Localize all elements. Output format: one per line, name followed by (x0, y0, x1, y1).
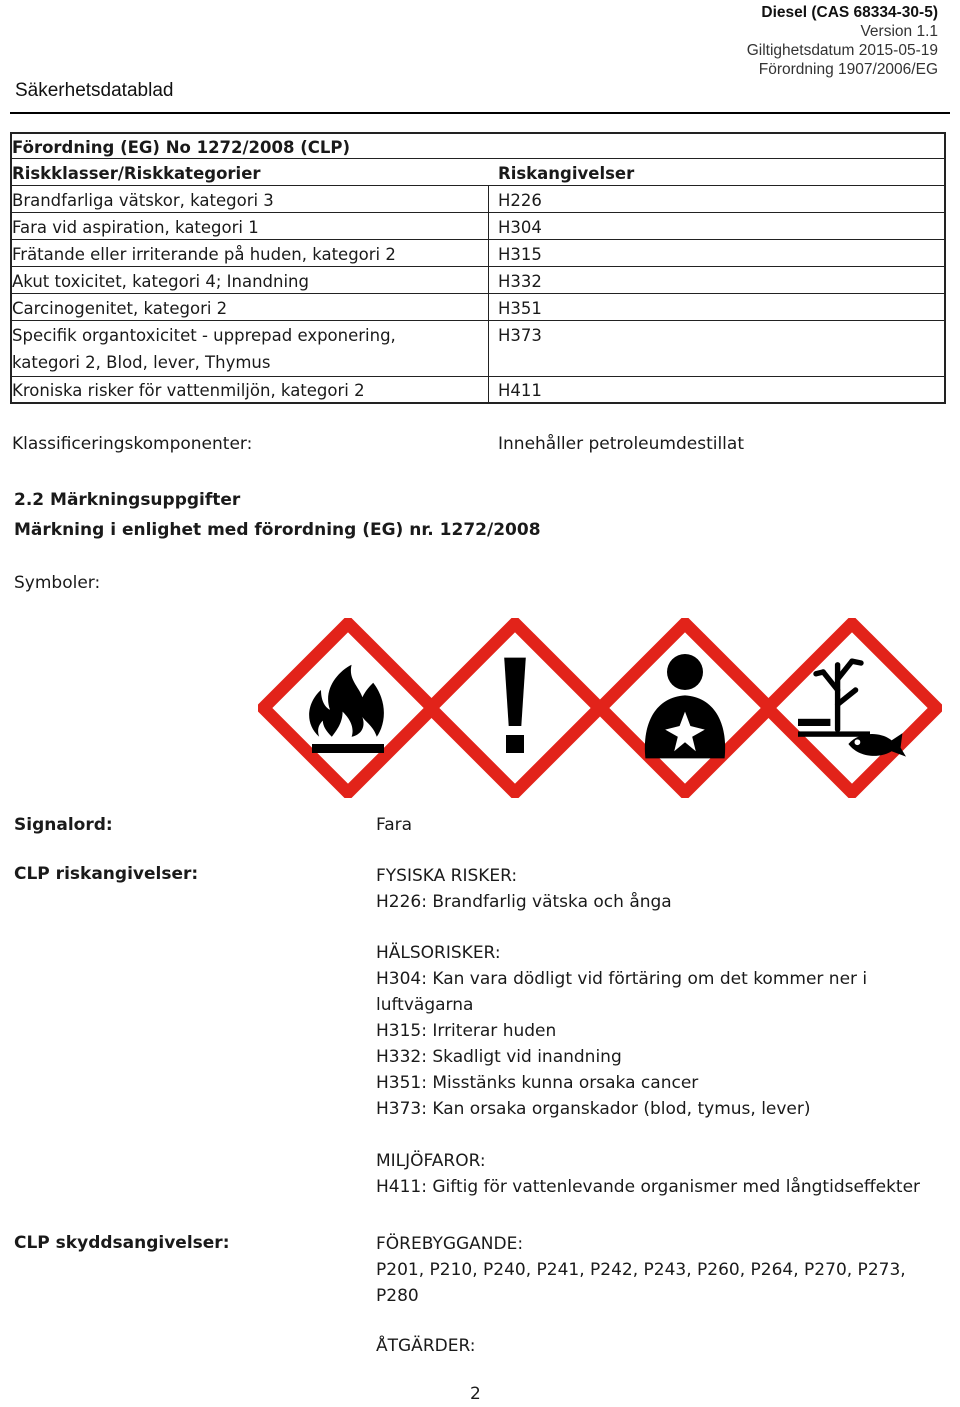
components-label: Klassificeringskomponenter: (12, 434, 253, 454)
hazard-statement-line: H373: Kan orsaka organskador (blod, tymus, lever) (376, 1099, 811, 1119)
document-header-meta (747, 3, 938, 79)
physical-hazards-heading: FYSISKA RISKER: (376, 866, 518, 886)
table-divider (12, 293, 944, 294)
prevention-heading: FÖREBYGGANDE: (376, 1234, 524, 1254)
signal-word-value: Fara (376, 815, 413, 835)
environment-hazards-block (376, 1148, 920, 1200)
table-row-class: Kroniska risker för vattenmiljön, kategori 2 (12, 381, 365, 400)
classification-table (10, 132, 946, 404)
symbols-label: Symboler: (14, 573, 101, 593)
section-subheading: Märkning i enlighet med förordning (EG) nr. 1272/2008 (14, 520, 541, 540)
precaution-line: P201, P210, P240, P241, P242, P243, P260, P264, P270, P273, (376, 1260, 906, 1280)
prevention-block (376, 1231, 906, 1309)
hazard-statement-line: H411: Giftig för vattenlevande organismer med långtidseffekter (376, 1177, 921, 1197)
table-row-code: H315 (498, 245, 542, 264)
hazard-statement-line: H304: Kan vara dödligt vid förtäring om det kommer ner i (376, 969, 868, 989)
hazard-statement-line: H332: Skadligt vid inandning (376, 1047, 622, 1067)
page-number: 2 (470, 1384, 481, 1404)
table-row-class: Frätande eller irriterande på huden, kategori 2 (12, 245, 396, 264)
health-hazard-icon (595, 618, 775, 798)
header-divider (10, 112, 950, 114)
table-row-code: H332 (498, 272, 542, 291)
response-heading: ÅTGÄRDER: (376, 1336, 476, 1356)
hazard-statements-label: CLP riskangivelser: (14, 864, 199, 884)
version-label: Version 1.1 (860, 23, 938, 40)
table-row-code: H351 (498, 299, 542, 318)
table-divider (12, 158, 944, 159)
health-hazards-block (376, 940, 867, 1122)
precaution-line: P280 (376, 1286, 419, 1306)
exclamation-mark-icon (425, 618, 605, 798)
table-title: Förordning (EG) No 1272/2008 (CLP) (12, 138, 351, 157)
hazard-statement-line: H226: Brandfarlig vätska och ånga (376, 892, 672, 912)
table-row-class: Carcinogenitet, kategori 2 (12, 299, 228, 318)
column-header-hazard-statement: Riskangivelser (498, 164, 635, 183)
section-heading: 2.2 Märkningsuppgifter (14, 490, 241, 510)
components-value: Innehåller petroleumdestillat (498, 434, 744, 454)
flame-icon (258, 618, 438, 798)
table-row-class: Akut toxicitet, kategori 4; Inandning (12, 272, 309, 291)
table-row-class: Brandfarliga vätskor, kategori 3 (12, 191, 274, 210)
column-header-hazard-class: Riskklasser/Riskkategorier (12, 164, 261, 183)
table-row-code: H304 (498, 218, 542, 237)
table-divider (12, 320, 944, 321)
signal-word-label: Signalord: (14, 815, 113, 835)
hazard-statement-line: luftvägarna (376, 995, 474, 1015)
health-hazards-heading: HÄLSORISKER: (376, 943, 501, 963)
table-row-class: Specifik organtoxicitet - upprepad exponering, (12, 326, 396, 345)
validity-date: Giltighetsdatum 2015-05-19 (746, 42, 938, 59)
table-row-class: kategori 2, Blod, lever, Thymus (12, 353, 271, 372)
physical-hazards-block (376, 863, 672, 915)
table-divider (12, 266, 944, 267)
regulation-label: Förordning 1907/2006/EG (758, 61, 938, 78)
document-title: Säkerhetsdatablad (15, 80, 174, 101)
table-divider (12, 239, 944, 240)
table-row-class: Fara vid aspiration, kategori 1 (12, 218, 259, 237)
table-divider (12, 212, 944, 213)
hazard-statement-line: H351: Misstänks kunna orsaka cancer (376, 1073, 699, 1093)
hazard-statement-line: H315: Irriterar huden (376, 1021, 557, 1041)
table-row-code: H373 (498, 326, 542, 345)
precautionary-statements-label: CLP skyddsangivelser: (14, 1233, 230, 1253)
table-row-code: H226 (498, 191, 542, 210)
table-divider (12, 185, 944, 186)
table-row-code: H411 (498, 381, 542, 400)
environment-icon (762, 618, 942, 798)
product-name: Diesel (CAS 68334-30-5) (761, 4, 938, 21)
environment-hazards-heading: MILJÖFAROR: (376, 1151, 486, 1171)
